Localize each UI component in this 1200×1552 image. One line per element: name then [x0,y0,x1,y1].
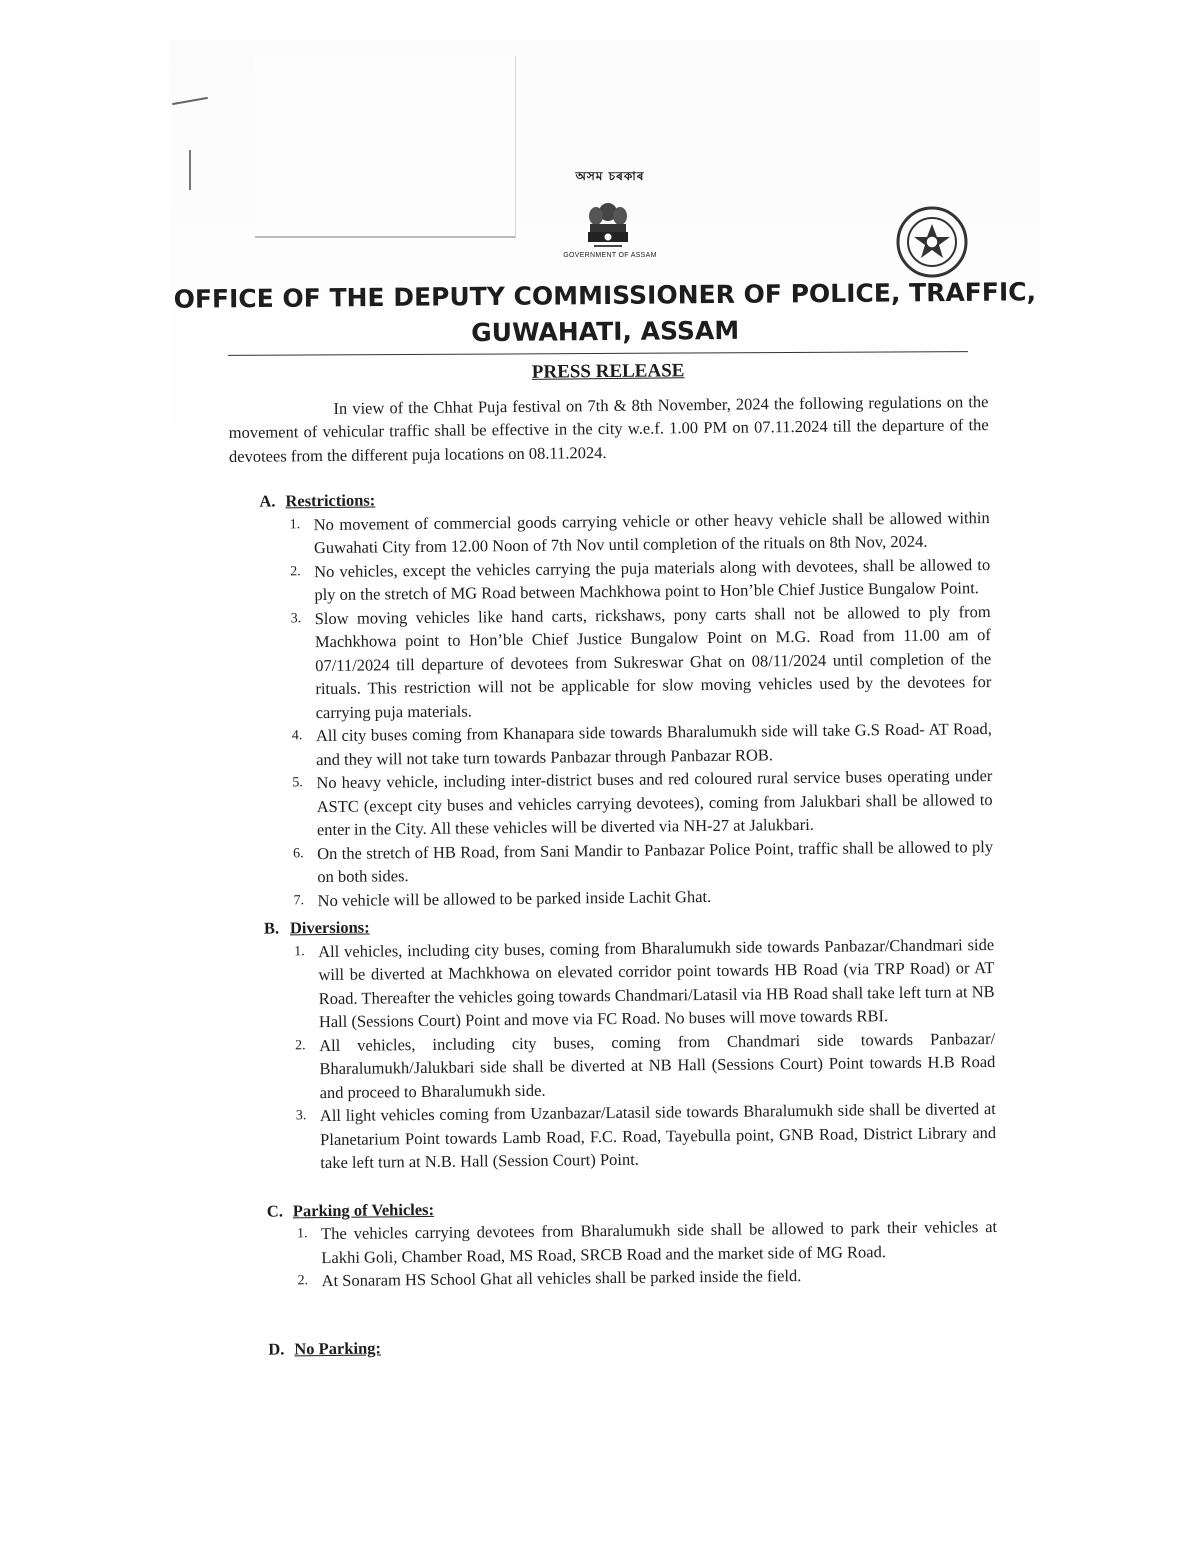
office-title-line: OFFICE OF THE DEPUTY COMMISSIONER OF POLICE, TRAFFIC, [173,277,1037,314]
assam-police-logo-icon [896,206,968,278]
bengali-title: অসম চৰকাৰ [575,169,645,183]
diversions-list [264,933,996,1176]
list-item [290,506,990,560]
item-text: All vehicles, including city buses, coming from Bharalumukh side towards Panbazar/Chandmari side will be diverted at Machkhowa on elevated corridor point towards HB Road (via TRP Road) or AT Road. Thereafter the vehicles going towards Chandmari/Latasil via HB Road shall take left turn at NB Hall (Sessions Court) Point and move via FC Road. No buses will move towards RBI. [318,934,995,1032]
item-number: 2. [297,1273,309,1289]
item-number: 6. [293,845,304,861]
office-title-line: GUWAHATI, ASSAM [471,315,740,348]
section-letter: B. [263,918,280,938]
list-item [293,835,993,889]
section-title: No Parking: [294,1337,382,1358]
emblem-caption: GOVERNMENT OF ASSAM [563,252,657,259]
scan-mark [189,150,191,190]
item-text: Slow moving vehicles like hand carts, rickshaws, pony carts shall not be allowed to ply from Machkhowa point to Hon’ble Chief Justice Bungalow Point on M.G. Road from 11.00 am of 07/11/2024 till departure of devotees from Sukreswar Ghat on 08/11/2024 until completion of the rituals. This restriction will not be applicable for slow moving vehicles used by the devotees for carrying puja materials. [314,601,992,722]
item-text: No movement of commercial goods carrying vehicle or other heavy vehicle shall be allowed within Guwahati City from 12.00 Noon of 7th Nov until completion of the rituals on 8th Nov, 2024. [313,507,990,558]
item-text: On the stretch of HB Road, from Sani Mandir to Panbazar Police Point, traffic shall be allowed to ply on both sides. [317,836,994,887]
item-text: The vehicles carrying devotees from Bharalumukh side shall be allowed to park their vehicles at Lakhi Goli, Chamber Road, MS Road, SRCB Road and the market side of MG Road. [321,1216,998,1267]
section-restrictions [259,482,993,913]
section-title: Restrictions: [285,490,376,511]
item-number: 1. [294,943,305,959]
item-number: 4. [291,728,303,744]
list-item [297,1215,997,1269]
item-text: All city buses coming from Khanapara side towards Bharalumukh side will take G.S Road- AT Road, and they will not take turn towards Panbazar through Panbazar ROB. [315,719,992,769]
item-text: All light vehicles coming from Uzanbazar/Latasil side towards Bharalumukh side shall be diverted at Planetarium Point towards Lamb Road, F.C. Road, Tayebulla point, GNB Road, District Library and take left turn at N.B. Hall (Session Court) Point. [319,1099,997,1173]
section-parking [267,1191,998,1293]
office-title [160,274,1051,354]
restrictions-list [260,506,994,913]
section-letter: D. [268,1338,285,1359]
section-diversions [264,909,997,1175]
item-number: 3. [290,610,302,626]
list-item [292,717,992,771]
item-number: 7. [293,892,305,908]
parking-list [267,1215,998,1293]
item-number: 5. [292,775,303,791]
item-text: No vehicles, except the vehicles carrying the puja materials along with devotees, shall be allowed to ply on the stretch of MG Road between Machkhowa point to Hon’ble Chief Justice Bungalow Point. [314,554,991,605]
item-number: 2. [295,1037,306,1053]
press-release-title: PRESS RELEASE [531,360,685,383]
press-release-body [228,356,998,1365]
list-item [291,600,992,725]
item-text: No heavy vehicle, including inter-district buses and red coloured rural service buses operating under ASTC (except city buses and vehicles carrying devotees), coming from Jalukbari shall be allowed to enter in the City. All these vehicles will be diverted via NH-27 at Jalukbari. [316,766,993,840]
state-emblem-icon [558,190,658,290]
item-text: At Sonaram HS School Ghat all vehicles shall be parked inside the field. [321,1266,802,1291]
list-item [296,1097,997,1175]
item-number: 2. [290,563,301,579]
section-letter: A. [259,491,276,511]
scan-paper-overlay [255,56,516,238]
item-text: No vehicle will be allowed to be parked inside Lachit Ghat. [317,886,712,910]
section-title: Parking of Vehicles: [292,1199,435,1220]
list-item [295,1027,996,1105]
list-item [290,553,990,607]
item-number: 1. [297,1226,308,1242]
item-number: 1. [289,516,301,532]
section-title: Diversions: [289,917,370,938]
item-text: All vehicles, including city buses, coming from Chandmari side towards Panbazar/ Bharalumukh/Jalukbari side shall be diverted at NB Hall (Sessions Court) Point towards H.B Road and proceed to Bharalumukh side. [319,1028,996,1102]
list-item [292,764,993,842]
section-letter: C. [266,1200,284,1221]
press-release-intro: In view of the Chhat Puja festival on 7th & 8th November, 2024 the following regulations on the movement of vehicular traffic shall be effective in the city w.e.f. 1.00 PM on 07.11.2024 till the departure of the devotees from the different puja locations on 08.11.2024. [228,391,989,466]
list-item [294,933,995,1034]
item-number: 3. [295,1108,307,1124]
